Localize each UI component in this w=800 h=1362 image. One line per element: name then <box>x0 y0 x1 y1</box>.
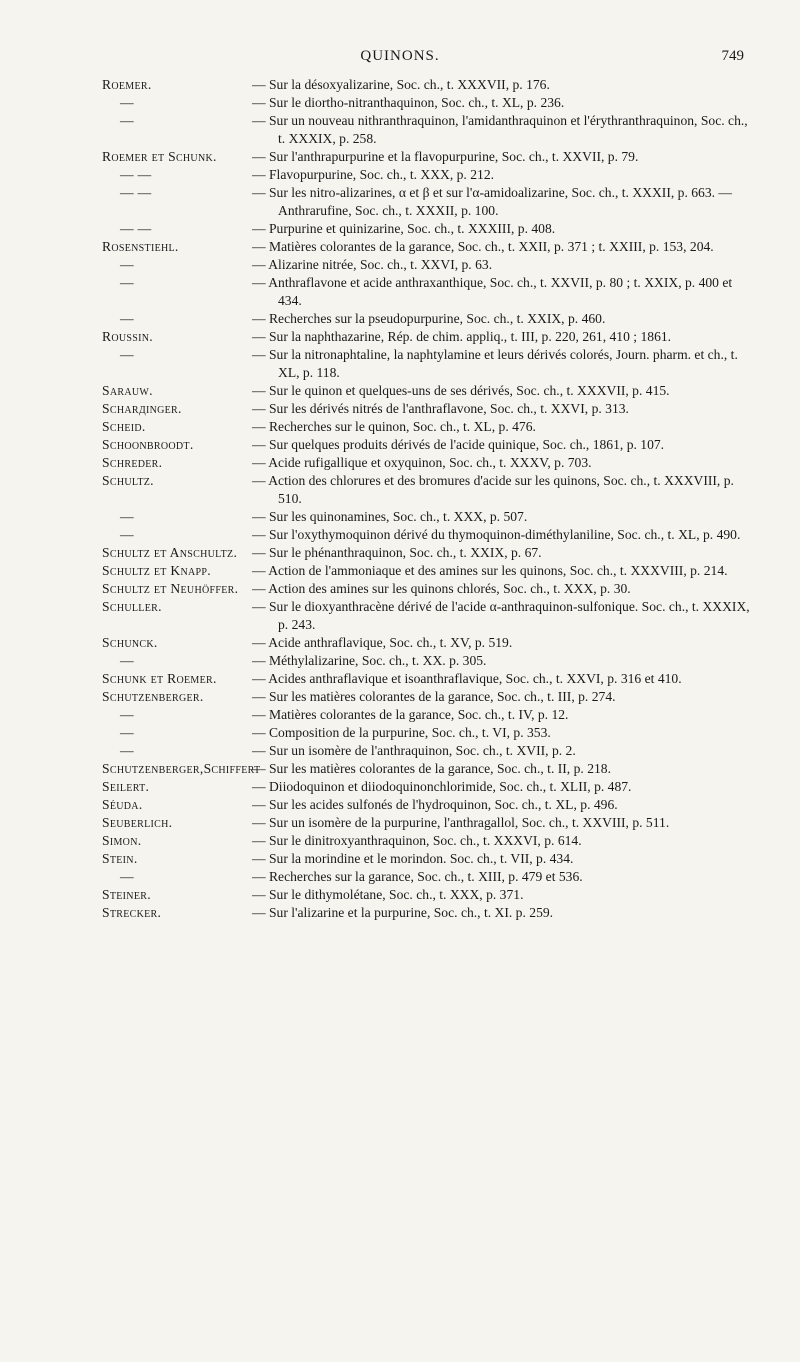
entry-text: — Recherches sur la pseudopurpurine, Soc. ch., t. XXIX, p. 460. <box>252 311 606 326</box>
bibliography-entry <box>102 436 752 454</box>
entry-text: — Matières colorantes de la garance, Soc. ch., t. XXII, p. 371 ; t. XXIII, p. 153, 204. <box>252 239 714 254</box>
bibliography-entry <box>102 850 752 868</box>
bibliography-entry <box>102 382 752 400</box>
entry-author: Rosenstiehl. <box>102 239 179 254</box>
bibliography-entry <box>102 112 752 148</box>
entry-author: — <box>120 725 134 740</box>
entry-author: — <box>120 527 134 542</box>
entry-text: — Sur le dithymolétane, Soc. ch., t. XXX, p. 371. <box>252 887 524 902</box>
bibliography-entry <box>102 688 752 706</box>
entry-author: — — <box>120 167 152 182</box>
page-header <box>0 48 800 68</box>
entry-text: — Sur les matières colorantes de la garance, Soc. ch., t. II, p. 218. <box>252 761 611 776</box>
bibliography-list <box>102 76 752 922</box>
bibliography-entry <box>102 796 752 814</box>
bibliography-entry <box>102 742 752 760</box>
entry-text: — Sur le diortho-nitranthaquinon, Soc. ch., t. XL, p. 236. <box>252 95 565 110</box>
entry-text: — Sur les acides sulfonés de l'hydroquinon, Soc. ch., t. XL, p. 496. <box>252 797 618 812</box>
bibliography-entry <box>102 904 752 922</box>
entry-text: — Composition de la purpurine, Soc. ch., t. VI, p. 353. <box>252 725 551 740</box>
entry-author: Roussin. <box>102 329 153 344</box>
bibliography-entry <box>102 832 752 850</box>
entry-text: — Sur les matières colorantes de la garance, Soc. ch., t. III, p. 274. <box>252 689 616 704</box>
entry-author: Roemer. <box>102 77 152 92</box>
bibliography-entry <box>102 706 752 724</box>
entry-author: — <box>120 257 134 272</box>
entry-author: Seuberlich. <box>102 815 173 830</box>
entry-author: Schuller. <box>102 599 162 614</box>
entry-text: — Sur un isomère de la purpurine, l'anthragallol, Soc. ch., t. XXVIII, p. 511. <box>252 815 670 830</box>
entry-text: — Action de l'ammoniaque et des amines sur les quinons, Soc. ch., t. XXXVIII, p. 214. <box>252 563 728 578</box>
bibliography-entry <box>102 526 752 544</box>
bibliography-entry <box>102 868 752 886</box>
entry-author: Schultz et Anschultz. <box>102 545 238 560</box>
bibliography-entry <box>102 814 752 832</box>
bibliography-entry <box>102 238 752 256</box>
entry-author: Strecker. <box>102 905 162 920</box>
entry-text: — Sur un isomère de l'anthraquinon, Soc. ch., t. XVII, p. 2. <box>252 743 576 758</box>
bibliography-entry <box>102 328 752 346</box>
bibliography-entry <box>102 148 752 166</box>
entry-author: Schreder. <box>102 455 163 470</box>
bibliography-entry <box>102 760 752 778</box>
entry-author: Schutzenberger. <box>102 689 204 704</box>
entry-author: Schunk et Roemer. <box>102 671 217 686</box>
entry-text: — Sur l'oxythymoquinon dérivé du thymoquinon-diméthylaniline, Soc. ch., t. XL, p. 490. <box>252 527 741 542</box>
bibliography-entry <box>102 256 752 274</box>
entry-author: — <box>120 275 134 290</box>
entry-text: — Action des amines sur les quinons chlorés, Soc. ch., t. XXX, p. 30. <box>252 581 631 596</box>
bibliography-entry <box>102 220 752 238</box>
entry-author: — — <box>120 221 152 236</box>
running-title: QUINONS. <box>360 48 440 64</box>
entry-text: — Sur la naphthazarine, Rép. de chim. appliq., t. III, p. 220, 261, 410 ; 1861. <box>252 329 672 344</box>
entry-author: Schunck. <box>102 635 158 650</box>
bibliography-entry <box>102 76 752 94</box>
entry-author: Schoonbroodt. <box>102 437 194 452</box>
bibliography-entry <box>102 544 752 562</box>
bibliography-entry <box>102 670 752 688</box>
entry-text: — Sur la désoxyalizarine, Soc. ch., t. XXXVII, p. 176. <box>252 77 550 92</box>
entry-text: — Sur un nouveau nithranthraquinon, l'amidanthraquinon et l'érythranthraquinon, Soc. ch., t. XXXIX, p. 258. <box>252 113 748 146</box>
bibliography-entry <box>102 94 752 112</box>
entry-author: — <box>120 113 134 128</box>
entry-author: Séuda. <box>102 797 143 812</box>
entry-text: — Purpurine et quinizarine, Soc. ch., t. XXXIII, p. 408. <box>252 221 556 236</box>
entry-author: Schultz et Knapp. <box>102 563 211 578</box>
bibliography-entry <box>102 562 752 580</box>
entry-author: — <box>120 653 134 668</box>
entry-author: Scheid. <box>102 419 146 434</box>
entry-author: — <box>120 743 134 758</box>
entry-author: Stein. <box>102 851 138 866</box>
bibliography-entry <box>102 310 752 328</box>
entry-author: — <box>120 95 134 110</box>
entry-text: — Acide rufigallique et oxyquinon, Soc. ch., t. XXXV, p. 703. <box>252 455 592 470</box>
entry-text: — Sur la nitronaphtaline, la naphtylamine et leurs dérivés colorés, Journ. pharm. et ch., t. XL, p. 118. <box>252 347 738 380</box>
entry-text: — Recherches sur le quinon, Soc. ch., t. XL, p. 476. <box>252 419 536 434</box>
entry-author: Roemer et Schunk. <box>102 149 217 164</box>
bibliography-entry <box>102 472 752 508</box>
bibliography-entry <box>102 400 752 418</box>
bibliography-entry <box>102 634 752 652</box>
entry-author: — <box>120 707 134 722</box>
bibliography-entry <box>102 652 752 670</box>
entry-text: — Sur l'anthrapurpurine et la flavopurpurine, Soc. ch., t. XXVII, p. 79. <box>252 149 639 164</box>
entry-text: — Sur les quinonamines, Soc. ch., t. XXX, p. 507. <box>252 509 528 524</box>
bibliography-entry <box>102 580 752 598</box>
bibliography-entry <box>102 274 752 310</box>
entry-text: — Acides anthraflavique et isoanthraflavique, Soc. ch., t. XXVI, p. 316 et 410. <box>252 671 682 686</box>
entry-text: — Recherches sur la garance, Soc. ch., t. XIII, p. 479 et 536. <box>252 869 583 884</box>
entry-text: — Diiodoquinon et diiodoquinonchlorimide, Soc. ch., t. XLII, p. 487. <box>252 779 632 794</box>
entry-text: — Matières colorantes de la garance, Soc. ch., t. IV, p. 12. <box>252 707 569 722</box>
entry-text: — Méthylalizarine, Soc. ch., t. XX. p. 305. <box>252 653 487 668</box>
bibliography-entry <box>102 724 752 742</box>
entry-text: — Acide anthraflavique, Soc. ch., t. XV, p. 519. <box>252 635 513 650</box>
entry-author: Scharдinger. <box>102 401 182 416</box>
entry-author: Steiner. <box>102 887 151 902</box>
bibliography-entry <box>102 598 752 634</box>
bibliography-entry <box>102 418 752 436</box>
bibliography-entry <box>102 778 752 796</box>
entry-text: — Sur le phénanthraquinon, Soc. ch., t. XXIX, p. 67. <box>252 545 542 560</box>
bibliography-entry <box>102 454 752 472</box>
entry-author: — — <box>120 185 152 200</box>
entry-author: Simon. <box>102 833 142 848</box>
entry-text: — Sur les dérivés nitrés de l'anthraflavone, Soc. ch., t. XXVI, p. 313. <box>252 401 629 416</box>
bibliography-entry <box>102 886 752 904</box>
entry-text: — Alizarine nitrée, Soc. ch., t. XXVI, p. 63. <box>252 257 493 272</box>
entry-text: — Action des chlorures et des bromures d'acide sur les quinons, Soc. ch., t. XXXVIII, p. 510. <box>252 473 734 506</box>
entry-text: — Sur l'alizarine et la purpurine, Soc. ch., t. XI. p. 259. <box>252 905 554 920</box>
entry-author: Schultz. <box>102 473 154 488</box>
entry-author: Schultz et Neuhöffer. <box>102 581 239 596</box>
entry-text: — Sur quelques produits dérivés de l'acide quinique, Soc. ch., 1861, p. 107. <box>252 437 665 452</box>
entry-text: — Flavopurpurine, Soc. ch., t. XXX, p. 212. <box>252 167 495 182</box>
entry-text: — Sur le dinitroxyanthraquinon, Soc. ch., t. XXXVI, p. 614. <box>252 833 582 848</box>
entry-text: — Anthraflavone et acide anthraxanthique, Soc. ch., t. XXVII, p. 80 ; t. XXIX, p. 400 et 434. <box>252 275 733 308</box>
entry-text: — Sur la morindine et le morindon. Soc. ch., t. VII, p. 434. <box>252 851 574 866</box>
entry-author: Sarauw. <box>102 383 153 398</box>
bibliography-entry <box>102 346 752 382</box>
page-number: 749 <box>721 48 744 64</box>
entry-text: — Sur le quinon et quelques-uns de ses dérivés, Soc. ch., t. XXXVII, p. 415. <box>252 383 670 398</box>
entry-author: — <box>120 311 134 326</box>
entry-text: — Sur les nitro-alizarines, α et β et sur l'α-amidoalizarine, Soc. ch., t. XXXII, p. 663. — Anthrarufine, Soc. ch., t. XXXII, p. 100. <box>252 185 733 218</box>
entry-author: Schutzenberger,Schiffert <box>102 761 261 776</box>
entry-text: — Sur le dioxyanthracène dérivé de l'acide α-anthraquinon-sulfonique. Soc. ch., t. XXXIX, p. 243. <box>252 599 750 632</box>
bibliography-entry <box>102 166 752 184</box>
entry-author: — <box>120 869 134 884</box>
entry-author: — <box>120 347 134 362</box>
entry-author: Seilert. <box>102 779 150 794</box>
bibliography-entry <box>102 184 752 220</box>
bibliography-entry <box>102 508 752 526</box>
entry-author: — <box>120 509 134 524</box>
